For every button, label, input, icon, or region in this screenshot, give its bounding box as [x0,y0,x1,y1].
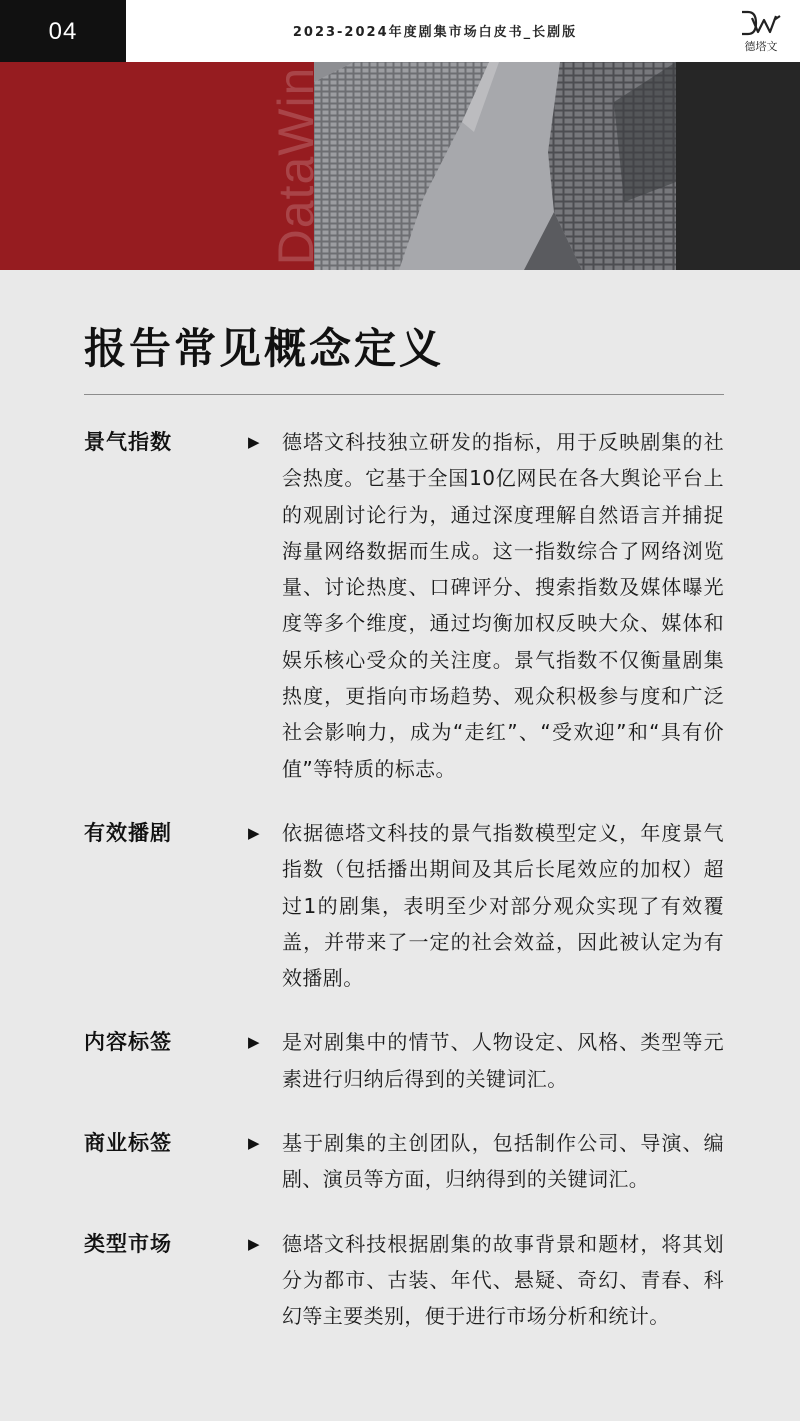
triangle-right-icon: ▶ [248,1134,260,1153]
page-title: 报告常见概念定义 [84,324,445,373]
definition-text: 基于剧集的主创团队，包括制作公司、导演、编剧、演员等方面，归纳得到的关键词汇。 [282,1131,724,1192]
definition-term: 内容标签 [84,1030,172,1055]
definition-item [84,1024,724,1097]
triangle-right-icon: ▶ [248,823,260,842]
datawin-watermark: DataWin [268,66,324,266]
definition-text: 依据德塔文科技的景气指数模型定义，年度景气指数（包括播出期间及其后长尾效应的加权）超过1的剧集，表明至少对部分观众实现了有效覆盖，并带来了一定的社会效益，因此被认定为有效播剧。 [282,820,724,991]
report-title: 2023-2024年度剧集市场白皮书_长剧版 [292,25,578,40]
definition-term: 有效播剧 [84,820,172,845]
triangle-right-icon: ▶ [248,1033,260,1052]
definition-item [84,1125,724,1198]
header-banner [0,62,800,270]
page-number: 04 [0,0,126,62]
definition-text: 德塔文科技独立研发的指标，用于反映剧集的社会热度。它基于全国10亿网民在各大舆论平台上的观剧讨论行为，通过深度理解自然语言并捕捉海量网络数据而生成。这一指数综合了网络浏览量、讨论热度、口碑评分、搜索指数及媒体曝光度等多个维度，通过均衡加权反映大众、媒体和娱乐核心受众的关注度。景气指数不仅衡量剧集热度，更指向市场趋势、观众积极参与度和广泛社会影响力，成为“走红”、“受欢迎”和“具有价值”等特质的标志。 [282,430,724,781]
definition-list [84,424,724,1363]
logo-text: 德塔文 [744,40,778,53]
definition-term: 景气指数 [84,430,172,454]
triangle-right-icon: ▶ [248,433,260,451]
definition-text: 德塔文科技根据剧集的故事背景和题材，将其划分为都市、古装、年代、悬疑、奇幻、青春、科幻等主要类别，便于进行市场分析和统计。 [282,1231,724,1329]
definition-item [84,424,724,787]
skyscraper-image [314,62,676,270]
banner-dark-block [676,62,800,270]
definition-term: 商业标签 [84,1131,172,1156]
logo-mark-icon [738,8,784,38]
definition-item [84,1226,724,1335]
triangle-right-icon: ▶ [248,1234,260,1253]
definition-item [84,815,724,996]
datawin-logo-icon [738,8,784,54]
definition-text: 是对剧集中的情节、人物设定、风格、类型等元素进行归纳后得到的关键词汇。 [282,1030,724,1091]
definition-term: 类型市场 [84,1231,172,1256]
title-divider [84,394,724,395]
skyscraper-photo [314,62,676,270]
top-bar [0,0,800,62]
